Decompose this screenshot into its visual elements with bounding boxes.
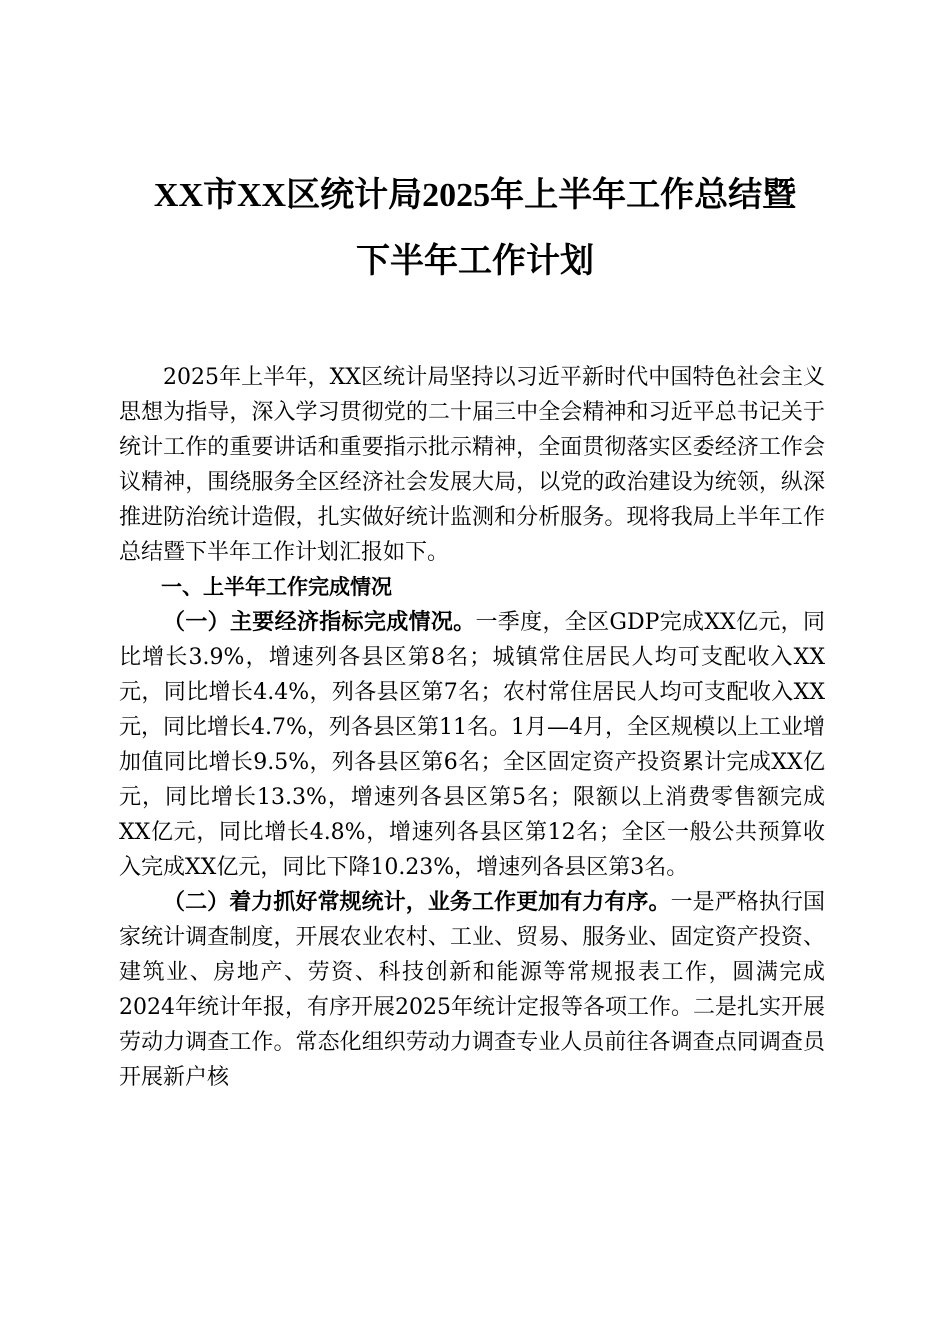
item-2-lead: （二）着力抓好常规统计，业务工作更加有力有序。: [163, 889, 671, 915]
section-heading-1: 一、上半年工作完成情况: [161, 575, 392, 599]
item-1-paragraph: [119, 605, 825, 885]
document-title-line-1: XX市XX区统计局2025年上半年工作总结暨: [153, 177, 797, 214]
document-title-line-2: 下半年工作计划: [356, 243, 594, 280]
item-2-paragraph: [119, 885, 825, 1095]
document-body: [119, 360, 825, 1095]
item-1-text: 一季度，全区GDP完成XX亿元，同比增长3.9%，增速列各县区第8名；城镇常住居民人均可支配收入XX元，同比增长4.4%，列各县区第7名；农村常住居民人均可支配收入XX元，同比增长4.7%，列各县区第11名。1月—4月，全区规模以上工业增加值同比增长9.5%，列各县区第6名；全区固定资产投资累计完成XX亿元，同比增长13.3%，增速列各县区第5名；限额以上消费零售额完成XX亿元，同比增长4.8%，增速列各县区第12名；全区一般公共预算收入完成XX亿元，同比下降10.23%，增速列各县区第3名。: [119, 610, 825, 880]
item-2-text: 一是严格执行国家统计调查制度，开展农业农村、工业、贸易、服务业、固定资产投资、建筑业、房地产、劳资、科技创新和能源等常规报表工作，圆满完成2024年统计年报，有序开展2025年统计定报等各项工作。二是扎实开展劳动力调查工作。常态化组织劳动力调查专业人员前往各调查点同调查员开展新户核: [119, 890, 825, 1090]
intro-paragraph: 2025年上半年，XX区统计局坚持以习近平新时代中国特色社会主义思想为指导，深入学习贯彻党的二十届三中全会精神和习近平总书记关于统计工作的重要讲话和重要指示批示精神，全面贯彻落实区委经济工作会议精神，围绕服务全区经济社会发展大局，以党的政治建设为统领，纵深推进防治统计造假，扎实做好统计监测和分析服务。现将我局上半年工作总结暨下半年工作计划汇报如下。: [119, 365, 825, 565]
item-1-lead: （一）主要经济指标完成情况。: [163, 609, 476, 635]
